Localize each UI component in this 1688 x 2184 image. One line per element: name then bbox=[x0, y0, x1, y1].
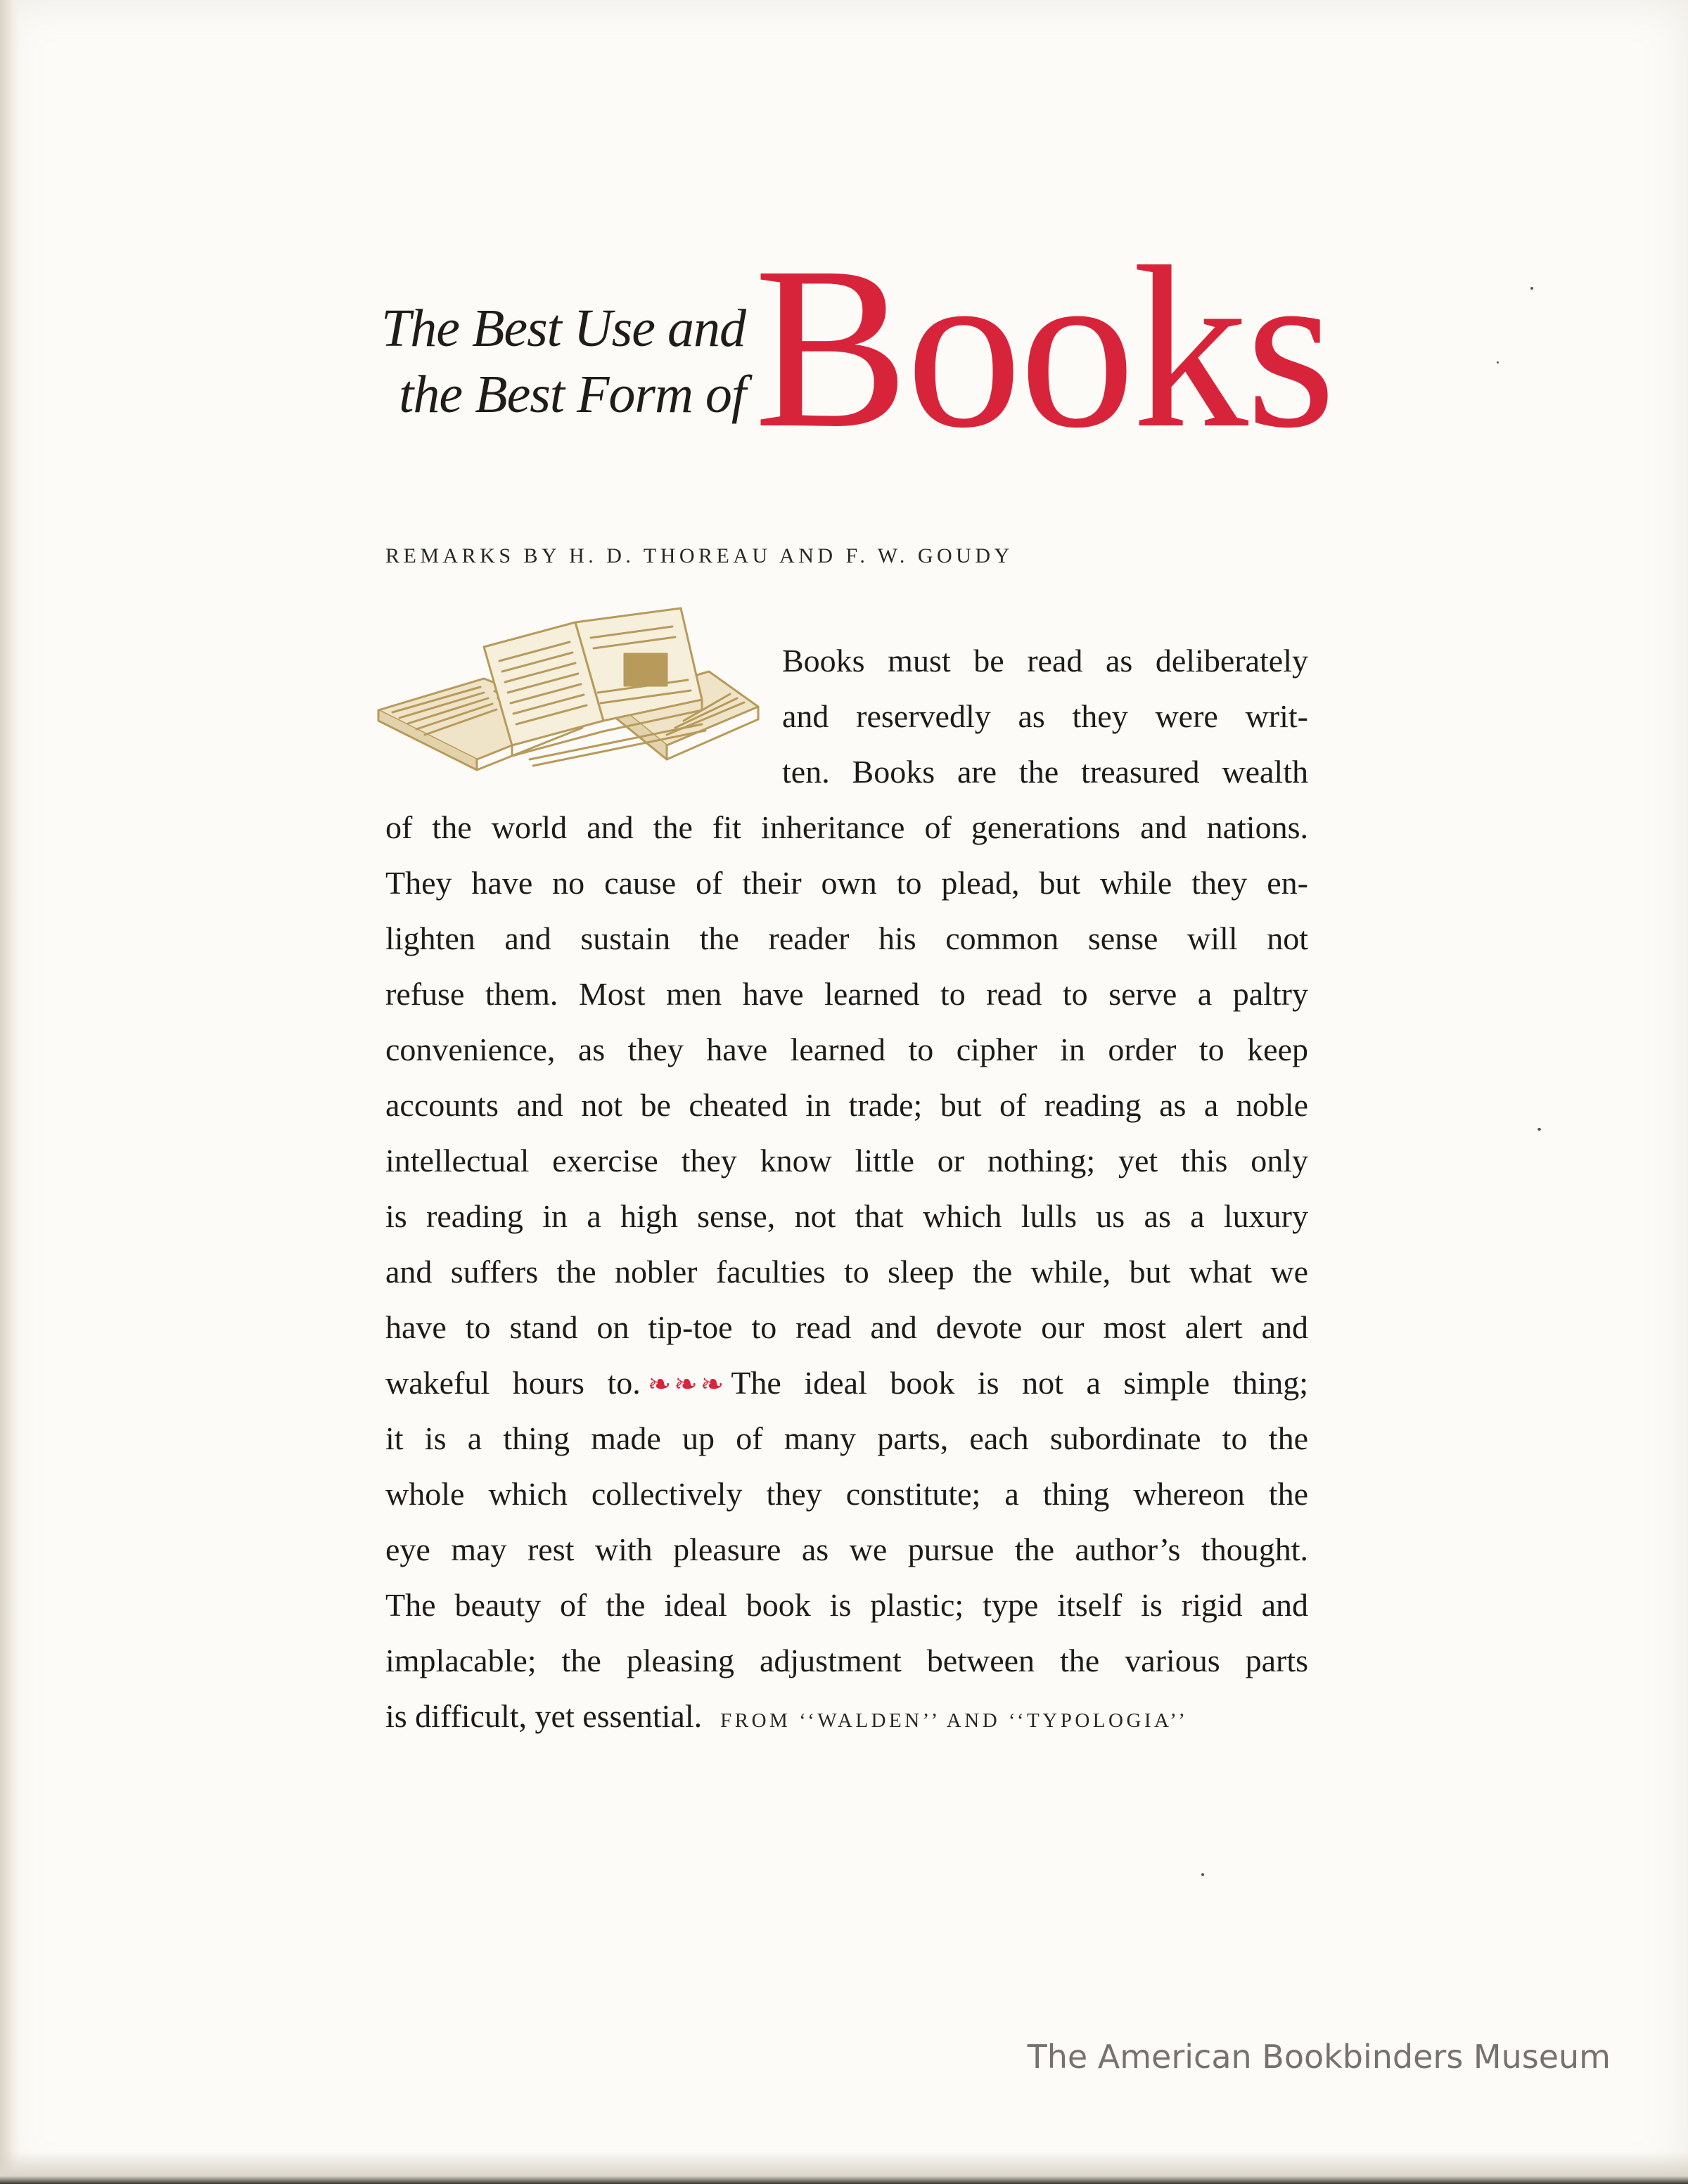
text-line: eye may rest with pleasure as we pursue the author’s thought. bbox=[385, 1531, 1308, 1567]
text-line: refuse them. Most men have learned to read to serve a paltry bbox=[385, 976, 1308, 1012]
final-line bbox=[385, 1688, 1308, 1744]
text-line: implacable; the pleasing adjustment between the various parts bbox=[385, 1643, 1308, 1678]
text-line: Books must be read as deliberately bbox=[782, 643, 1308, 679]
text-line: is reading in a high sense, not that which lulls us as a luxury bbox=[385, 1198, 1308, 1234]
paper-speck bbox=[1201, 1873, 1204, 1876]
text-line: of the world and the fit inheritance of generations and nations. bbox=[385, 809, 1308, 845]
text-line: intellectual exercise they know little or nothing; yet this only bbox=[385, 1143, 1308, 1178]
title-italic-line-2: the Best Form of bbox=[399, 365, 746, 424]
final-line-text: is difficult, yet essential. bbox=[385, 1698, 703, 1734]
text-line: have to stand on tip-toe to read and devote our most alert and bbox=[385, 1309, 1308, 1345]
open-books-icon bbox=[371, 594, 765, 791]
ornament-line bbox=[385, 1355, 1308, 1411]
source-attribution: FROM ‘‘WALDEN’’ AND ‘‘TYPOLOGIA’’ bbox=[720, 1709, 1189, 1732]
title-italic-line-1: The Best Use and bbox=[381, 299, 746, 358]
byline: REMARKS BY H. D. THOREAU AND F. W. GOUDY bbox=[385, 544, 1014, 567]
text-line: and suffers the nobler faculties to sleep the while, but what we bbox=[385, 1254, 1308, 1290]
paper-bottom-edge bbox=[0, 2152, 1688, 2184]
text-line: accounts and not be cheated in trade; but of reading as a noble bbox=[385, 1087, 1308, 1123]
text-line: ten. Books are the treasured wealth bbox=[782, 754, 1308, 790]
text-line: it is a thing made up of many parts, each subordinate to the bbox=[385, 1420, 1308, 1456]
paper-speck bbox=[1530, 287, 1533, 290]
text-line: The beauty of the ideal book is plastic; type itself is rigid and bbox=[385, 1587, 1308, 1623]
text-line: and reservedly as they were writ- bbox=[782, 698, 1308, 734]
text-line: whole which collectively they constitute; a thing whereon the bbox=[385, 1476, 1308, 1512]
paper-left-edge bbox=[0, 0, 20, 2184]
text-line: They have no cause of their own to plead, but while they en- bbox=[385, 865, 1308, 901]
title-main: Books bbox=[754, 219, 1334, 476]
paper-speck bbox=[1497, 361, 1499, 364]
ornament-line-start: wakeful hours to. bbox=[385, 1365, 641, 1401]
museum-watermark: The American Bookbinders Museum bbox=[1027, 2038, 1611, 2076]
fleuron-ornaments: ❧❧❧ bbox=[647, 1368, 727, 1400]
text-line: lighten and sustain the reader his common sense will not bbox=[385, 920, 1308, 956]
text-line: convenience, as they have learned to cipher in order to keep bbox=[385, 1032, 1308, 1067]
title-italic bbox=[366, 295, 746, 428]
ornament-line-end: The ideal book is not a simple thing; bbox=[731, 1365, 1308, 1401]
paper-speck bbox=[1537, 1128, 1541, 1131]
